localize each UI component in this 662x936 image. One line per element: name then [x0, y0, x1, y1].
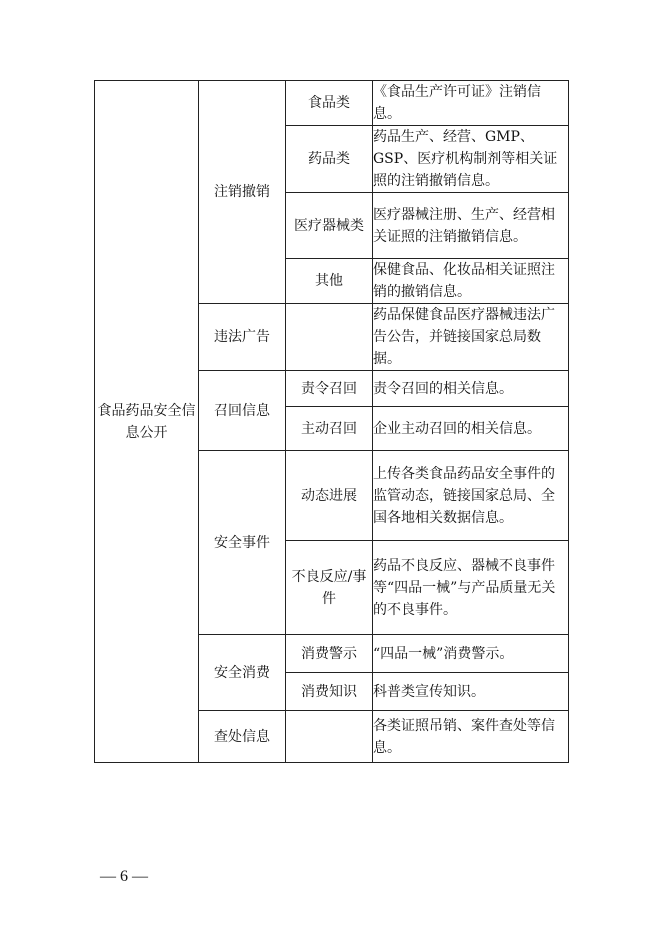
item-cell: 主动召回 [286, 407, 373, 451]
item-cell: 其他 [286, 259, 373, 304]
category-cell: 食品药品安全信息公开 [95, 81, 199, 763]
item-cell: 医疗器械类 [286, 193, 373, 259]
subcategory-cell: 查处信息 [199, 711, 286, 763]
subcategory-cell: 召回信息 [199, 371, 286, 451]
item-cell: 消费警示 [286, 635, 373, 673]
item-cell: 动态进展 [286, 451, 373, 541]
item-cell [286, 304, 373, 371]
page-number: — 6 — [100, 868, 148, 885]
description-cell: 科普类宣传知识。 [373, 673, 569, 711]
table-row [95, 81, 569, 126]
description-cell: 药品保健食品医疗器械违法广告公告，并链接国家总局数据。 [373, 304, 569, 371]
item-cell: 食品类 [286, 81, 373, 126]
description-cell: 上传各类食品药品安全事件的监管动态，链接国家总局、全国各地相关数据信息。 [373, 451, 569, 541]
description-cell: 医疗器械注册、生产、经营相关证照的注销撤销信息。 [373, 193, 569, 259]
description-cell: “四品一械”消费警示。 [373, 635, 569, 673]
description-cell: 企业主动召回的相关信息。 [373, 407, 569, 451]
description-cell: 药品不良反应、器械不良事件等“四品一械”与产品质量无关的不良事件。 [373, 541, 569, 635]
item-cell: 责令召回 [286, 371, 373, 407]
description-cell: 《食品生产许可证》注销信息。 [373, 81, 569, 126]
subcategory-cell: 安全事件 [199, 451, 286, 635]
subcategory-cell: 注销撤销 [199, 81, 286, 304]
subcategory-cell: 违法广告 [199, 304, 286, 371]
description-cell: 药品生产、经营、GMP、GSP、医疗机构制剂等相关证照的注销撤销信息。 [373, 126, 569, 193]
subcategory-cell: 安全消费 [199, 635, 286, 711]
item-cell: 不良反应/事件 [286, 541, 373, 635]
info-disclosure-table [94, 80, 569, 763]
item-cell: 消费知识 [286, 673, 373, 711]
item-cell [286, 711, 373, 763]
item-cell: 药品类 [286, 126, 373, 193]
description-cell: 责令召回的相关信息。 [373, 371, 569, 407]
description-cell: 保健食品、化妆品相关证照注销的撤销信息。 [373, 259, 569, 304]
description-cell: 各类证照吊销、案件查处等信息。 [373, 711, 569, 763]
